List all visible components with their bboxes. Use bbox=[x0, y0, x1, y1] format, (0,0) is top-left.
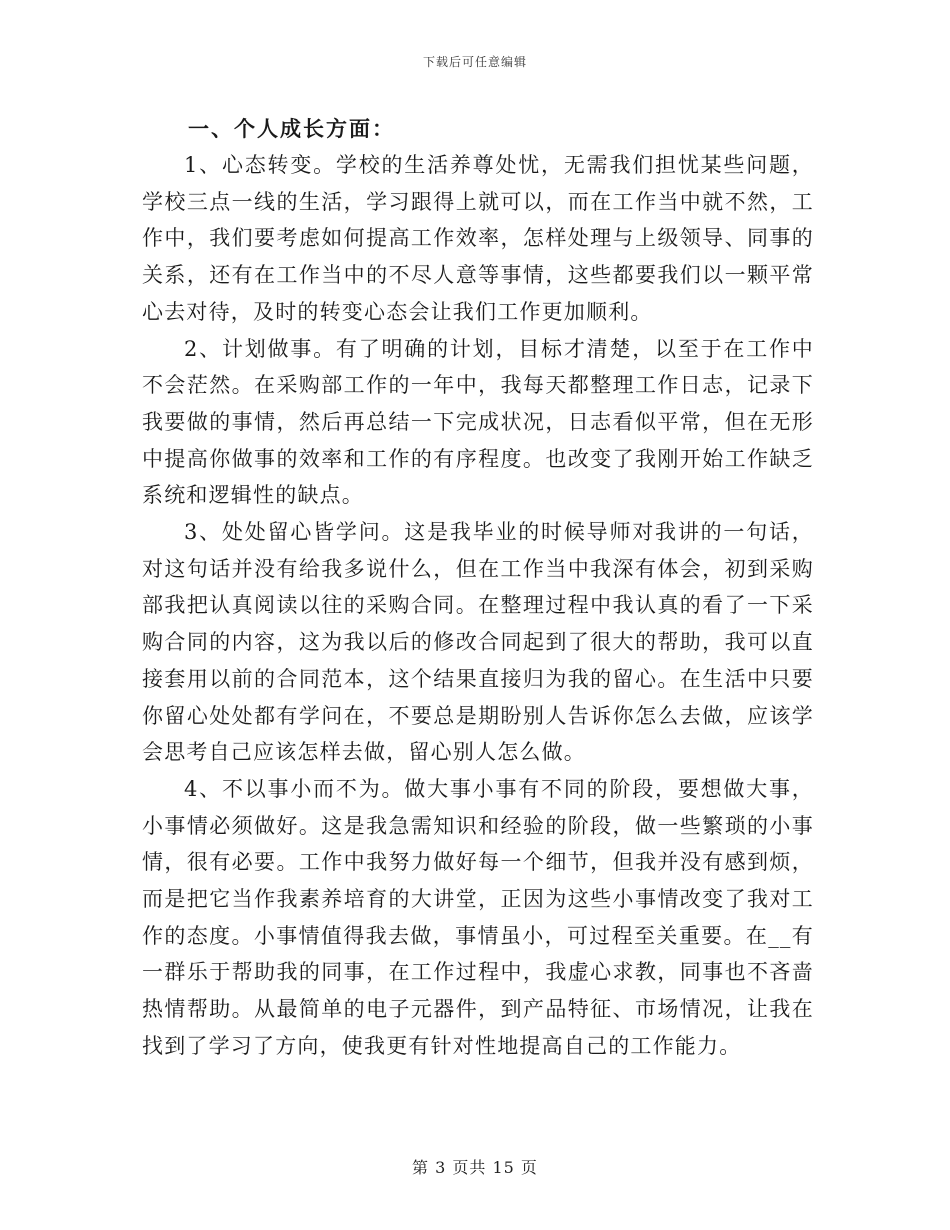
document-body bbox=[142, 111, 814, 1065]
paragraph-small-tasks: 4、不以事小而不为。做大事小事有不同的阶段，要想做大事，小事情必须做好。这是我急需知识和经验的阶段，做一些繁琐的小事情，很有必要。工作中我努力做好每一个细节，但我并没有感到烦，而是把它当作我素养培育的大讲堂，正因为这些小事情改变了我对工作的态度。小事情值得我去做，事情虽小，可过程至关重要。在__有一群乐于帮助我的同事，在工作过程中，我虚心求教，同事也不吝啬热情帮助。从最简单的电子元器件，到产品特征、市场情况，让我在找到了学习了方向，使我更有针对性地提高自己的工作能力。 bbox=[142, 776, 814, 1058]
paragraph-mindset-change: 1、心态转变。学校的生活养尊处忧，无需我们担忧某些问题，学校三点一线的生活，学习跟得上就可以，而在工作当中就不然，工作中，我们要考虑如何提高工作效率，怎样处理与上级领导、同事的关系，还有在工作当中的不尽人意等事情，这些都要我们以一颗平常心去对待，及时的转变心态会让我们工作更加顺利。 bbox=[142, 153, 814, 324]
page-number-footer: 第 3 页共 15 页 bbox=[412, 1158, 538, 1177]
page-header: 下载后可任意编辑 bbox=[422, 55, 527, 69]
section-heading: 一、个人成长方面： bbox=[188, 116, 395, 141]
paragraph-attentive-learning: 3、处处留心皆学问。这是我毕业的时候导师对我讲的一句话，对这句话并没有给我多说什么，但在工作当中我深有体会，初到采购部我把认真阅读以往的采购合同。在整理过程中我认真的看了一下采购合同的内容，这为我以后的修改合同起到了很大的帮助，我可以直接套用以前的合同范本，这个结果直接归为我的留心。在生活中只要你留心处处都有学问在，不要总是期盼别人告诉你怎么去做，应该学会思考自己应该怎样去做，留心别人怎么做。 bbox=[142, 520, 814, 765]
paragraph-planned-work: 2、计划做事。有了明确的计划，目标才清楚，以至于在工作中不会茫然。在采购部工作的一年中，我每天都整理工作日志，记录下我要做的事情，然后再总结一下完成状况，日志看似平常，但在无形中提高你做事的效率和工作的有序程度。也改变了我刚开始工作缺乏系统和逻辑性的缺点。 bbox=[142, 336, 814, 508]
